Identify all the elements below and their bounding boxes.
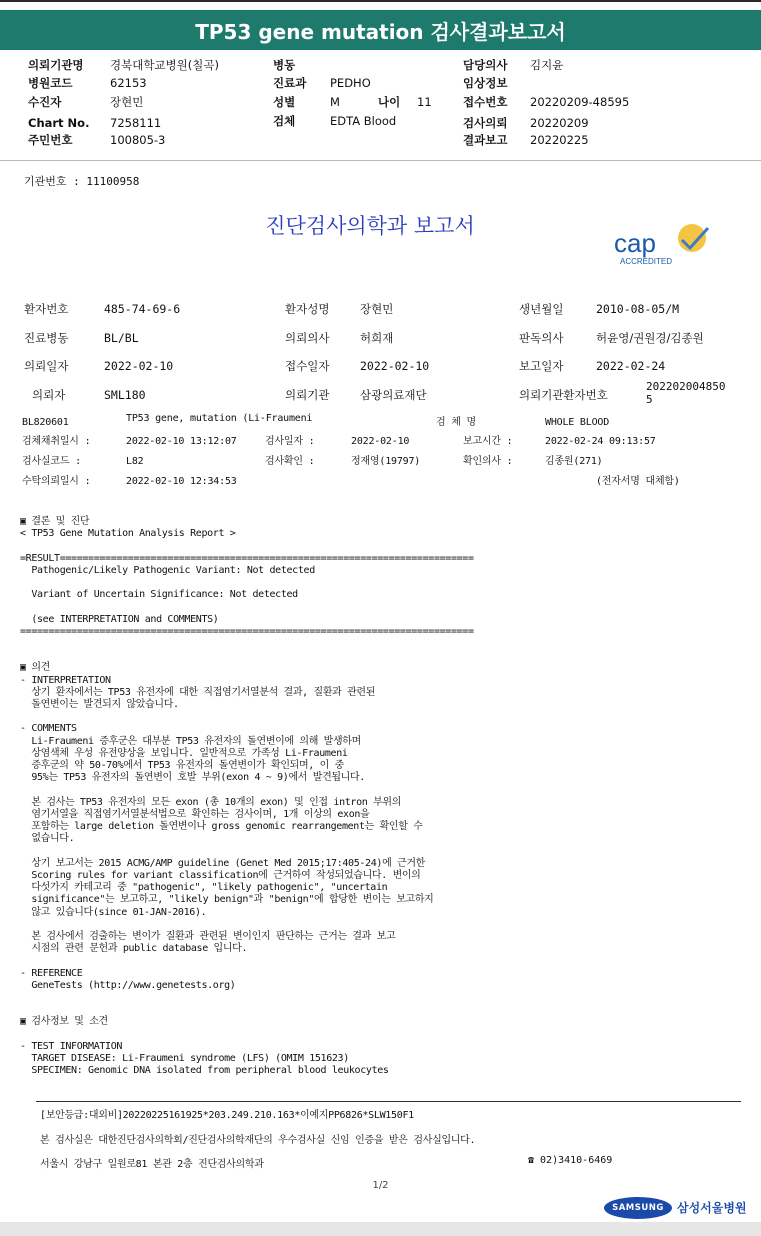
name-value: 장현민 [360, 302, 394, 316]
specimen-label: 검체 [273, 114, 296, 128]
receipt-label: 접수번호 [463, 95, 508, 109]
document-title: 진단검사의학과 보고서 [265, 214, 475, 238]
report-line [20, 845, 740, 857]
report-line: 다섯가지 카테고리 중 "pathogenic", "likely pathogenic", "uncertain [20, 882, 388, 894]
chart-label: Chart No. [28, 116, 90, 130]
report-line [20, 601, 740, 613]
clinical-label: 임상정보 [463, 76, 508, 90]
collect-label: 검체채취일시 : [22, 436, 91, 447]
report-line: - INTERPRETATION [20, 674, 111, 686]
chart-value: 7258111 [110, 116, 162, 130]
report-line: ▣ 결론 및 진단 [20, 516, 90, 527]
receive-label: 수탁의뢰일시 : [22, 476, 91, 487]
sex-value: M [330, 95, 340, 109]
sex-label: 성별 [273, 95, 296, 109]
agency-number: 기관번호 : 11100958 [24, 175, 140, 188]
test-name: TP53 gene, mutation (Li-Fraumeni [126, 413, 313, 424]
req-inst-value: 삼광의료재단 [360, 388, 427, 402]
report-line: =RESULT========================================================================= [20, 552, 474, 564]
report-line: - TEST INFORMATION [20, 1040, 123, 1052]
header-divider [0, 160, 761, 161]
report-line: 상기 보고서는 2015 ACMG/AMP guideline (Genet Med 2015;17:405-24)에 근거한 [20, 857, 425, 869]
report-line: 포함하는 large deletion 돌연변이나 gross genomic rearrangement는 확인할 수 [20, 821, 423, 833]
reader-label: 판독의사 [519, 331, 564, 345]
report-title: TP53 gene mutation 검사결과보고서 [0, 10, 761, 50]
inst-pt-no-value-cont: 5 [646, 393, 653, 406]
specimen-name-label: 검 체 명 [436, 417, 477, 428]
name-label: 환자성명 [285, 302, 330, 316]
reg-no-value: 485-74-69-6 [104, 302, 181, 316]
institution-label: 의뢰기관명 [28, 58, 84, 72]
report-line: (see INTERPRETATION and COMMENTS) [20, 613, 219, 625]
cap-brand: cap [614, 228, 656, 258]
req-date-label: 의뢰일자 [24, 359, 69, 373]
test-date-label: 검사일자 : [265, 436, 315, 447]
report-line [20, 1004, 740, 1016]
resident-value: 100805-3 [110, 133, 166, 147]
confirm-doc-value: 김종원(271) [545, 456, 603, 467]
confirm-doc-label: 확인의사 : [463, 456, 513, 467]
report-line: ▣ 의견 [20, 662, 50, 674]
ward-code-value: BL/BL [104, 331, 139, 345]
dept-value: PEDHO [330, 76, 371, 90]
report-line: 증후군의 약 50-70%에서 TP53 유전자의 돌연변이가 확인되며, 이 중 [20, 760, 344, 772]
report-body [20, 516, 740, 1077]
institution-value: 경북대학교병원(칠곡) [110, 58, 219, 72]
report-line: Variant of Uncertain Significance: Not detected [20, 589, 298, 601]
req-doc-label: 의뢰의사 [285, 331, 330, 345]
doctor-label: 담당의사 [463, 58, 508, 72]
report-line [20, 955, 740, 967]
req-date-value: 2022-02-10 [104, 359, 174, 373]
report-line [20, 577, 740, 589]
report-line: 염기서열을 직접염기서열분석법으로 확인하는 검사이며, 1개 이상의 exon을 [20, 808, 370, 820]
report-line: GeneTests (http://www.genetests.org) [20, 979, 236, 991]
specimen-value: EDTA Blood [330, 114, 397, 128]
recv-date-label: 접수일자 [285, 359, 330, 373]
report-line: 않고 있습니다(since 01-JAN-2016). [20, 906, 207, 918]
room-value: L82 [126, 456, 144, 467]
age-label: 나이 [378, 95, 401, 109]
report-line: Li-Fraumeni 증후군은 대부분 TP53 유전자의 돌연변이에 의해 발생하며 [20, 735, 361, 747]
req-doc-value: 허희재 [360, 331, 394, 345]
cap-accredited-logo [612, 222, 718, 268]
report-line: - COMMENTS [20, 723, 77, 735]
cap-sub: ACCREDITED [620, 257, 673, 266]
esign-note: (전자서명 대체함) [596, 476, 680, 487]
confirm-value: 정재영(19797) [351, 456, 421, 467]
cap-badge-icon [612, 222, 718, 268]
report-line [20, 711, 740, 723]
result-label: 결과보고 [463, 133, 508, 147]
report-line: ▣ 검사정보 및 소견 [20, 1016, 108, 1028]
receipt-value: 20220209-48595 [530, 95, 630, 109]
req-inst-label: 의뢰기관 [285, 388, 330, 402]
report-line: < TP53 Gene Mutation Analysis Report > [20, 528, 236, 540]
test-date-value: 2022-02-10 [351, 436, 410, 447]
dob-value: 2010-08-05/M [596, 302, 680, 316]
receive-value: 2022-02-10 12:34:53 [126, 476, 237, 487]
ward-label: 병동 [273, 58, 296, 72]
confirm-label: 검사확인 : [265, 456, 315, 467]
request-label: 검사의뢰 [463, 116, 508, 130]
report-line: 시점의 관련 문헌과 public database 입니다. [20, 943, 248, 955]
requester-label: 의뢰자 [32, 388, 66, 402]
report-line [20, 992, 740, 1004]
report-line: 본 검사는 TP53 유전자의 모든 exon (총 10개의 exon) 및 인접 intron 부위의 [20, 796, 402, 808]
collect-value: 2022-02-10 13:12:07 [126, 436, 237, 447]
bottom-strip [0, 1222, 761, 1236]
recv-date-value: 2022-02-10 [360, 359, 430, 373]
dept-label: 진료과 [273, 76, 307, 90]
room-label: 검사실코드 : [22, 456, 81, 467]
inst-pt-no-label: 의뢰기관환자번호 [519, 388, 608, 402]
result-value: 20220225 [530, 133, 589, 147]
report-time-value: 2022-02-24 09:13:57 [545, 436, 656, 447]
report-line: 돌연변이는 발견되지 않았습니다. [20, 699, 179, 711]
page-number: 1/2 [372, 1180, 389, 1191]
title-bar [0, 0, 761, 50]
report-line [20, 540, 740, 552]
report-line: 상기 환자에서는 TP53 유전자에 대한 직접염기서열분석 결과, 질환과 관련된 [20, 686, 376, 698]
report-line [20, 784, 740, 796]
examinee-label: 수진자 [28, 95, 62, 109]
certification-line: 본 검사실은 대한진단검사의학회/진단검사의학재단의 우수검사실 신임 인증을 받은 검사실입니다. [40, 1135, 476, 1146]
hospital-code-value: 62153 [110, 76, 147, 90]
report-time-label: 보고시간 : [463, 436, 513, 447]
examinee-value: 장현민 [110, 95, 144, 109]
inst-pt-no-value: 202202004850 [646, 380, 726, 393]
ward-code-label: 진료병동 [24, 331, 69, 345]
dob-label: 생년월일 [519, 302, 564, 316]
report-date-value: 2022-02-24 [596, 359, 666, 373]
samsung-logo: SAMSUNG [604, 1197, 672, 1219]
report-line: 없습니다. [20, 833, 75, 845]
report-line: Scoring rules for variant classification에 근거하여 작성되었습니다. 변이의 [20, 869, 421, 881]
specimen-name-value: WHOLE BLOOD [545, 417, 610, 428]
request-value: 20220209 [530, 116, 589, 130]
hospital-code-label: 병원코드 [28, 76, 73, 90]
report-line [20, 650, 740, 662]
report-date-label: 보고일자 [519, 359, 564, 373]
doctor-value: 김지윤 [530, 58, 564, 72]
hospital-name: 삼성서울병원 [677, 1201, 747, 1215]
report-line [20, 1029, 740, 1041]
report-line: - REFERENCE [20, 967, 83, 979]
report-line: Pathogenic/Likely Pathogenic Variant: Not detected [20, 564, 315, 576]
requester-value: SML180 [104, 388, 146, 402]
report-line: 상염색체 우성 유전양상을 보입니다. 일반적으로 가족성 Li-Fraumeni [20, 747, 348, 759]
report-line [20, 638, 740, 650]
report-line: ================================================================================ [20, 625, 474, 637]
footer [36, 1101, 741, 1181]
reader-value: 허윤영/권원경/김종원 [596, 331, 704, 345]
report-line [20, 919, 740, 931]
report-line: significance"는 보고하고, "likely benign"과 "benign"에 합당한 변이는 보고하지 [20, 894, 434, 906]
security-line: [보안등급:대외비]20220225161925*203.249.210.163*이예지PP6826*SLW150F1 [40, 1110, 414, 1121]
age-value: 11 [417, 95, 432, 109]
reg-no-label: 환자번호 [24, 302, 69, 316]
report-line: SPECIMEN: Genomic DNA isolated from peripheral blood leukocytes [20, 1065, 389, 1077]
test-code: BL820601 [22, 417, 69, 428]
report-line: TARGET DISEASE: Li-Fraumeni syndrome (LFS) (OMIM 151623) [20, 1052, 349, 1064]
address-line: 서울시 강남구 일원로81 본관 2층 진단검사의학과 [40, 1159, 264, 1170]
phone-line: ☎ 02)3410-6469 [528, 1155, 613, 1166]
report-line: 본 검사에서 검출하는 변이가 질환과 관련된 변이인지 판단하는 근거는 결과 보고 [20, 930, 396, 942]
resident-label: 주민번호 [28, 133, 73, 147]
report-line: 95%는 TP53 유전자의 돌연변이 호발 부위(exon 4 ~ 9)에서 발견됩니다. [20, 772, 365, 784]
